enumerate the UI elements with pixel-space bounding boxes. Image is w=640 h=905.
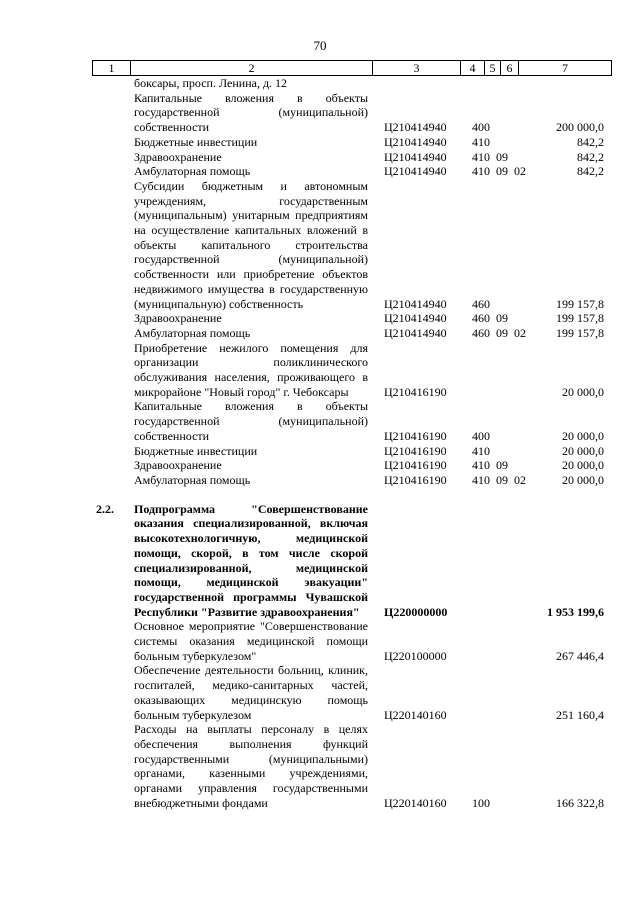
row-name: боксары, просп. Ленина, д. 12 xyxy=(134,76,288,90)
row-code: Ц210416190 xyxy=(384,472,447,487)
header-col-7: 7 xyxy=(562,61,568,75)
row-col5: 09 xyxy=(496,325,508,340)
row-amount: 20 000,0 xyxy=(562,472,604,487)
row-col5: 09 xyxy=(496,472,508,487)
row-name: Бюджетные инвестиции xyxy=(134,134,258,149)
row-name: Здравоохранение xyxy=(134,149,222,164)
row-col4: 460 xyxy=(472,296,490,311)
row-name: Подпрограмма "Совершенствование оказания специализированной, включая высокотехнологичную, медицинской помощи, скорой, в том числе скорой специализированной, медицинской помощи, медицинской эвакуации" государственной программы Чувашской Республики "Развитие здравоохранения" xyxy=(134,501,368,619)
row-code: Ц210414940 xyxy=(384,311,447,326)
row-name: Здравоохранение xyxy=(134,311,222,326)
row-col6: 02 xyxy=(514,164,526,179)
table-row xyxy=(0,399,640,443)
section-gap xyxy=(0,488,640,502)
row-col4: 410 xyxy=(472,472,490,487)
row-amount: 251 160,4 xyxy=(556,707,604,722)
row-amount: 20 000,0 xyxy=(562,428,604,443)
row-name: Бюджетные инвестиции xyxy=(134,443,258,458)
table-row xyxy=(0,444,640,459)
row-amount: 199 157,8 xyxy=(556,311,604,326)
header-col-5: 5 xyxy=(485,61,501,75)
row-amount: 20 000,0 xyxy=(562,384,604,399)
row-amount: 267 446,4 xyxy=(556,648,604,663)
table-row xyxy=(0,91,640,135)
row-name: Субсидии бюджетным и автономным учреждениям, государственным (муниципальным) унитарным предприятиям на осуществление капитальных вложений в объекты капитального строительства государственной (муниципальной) собственности или приобретение объектов недвижимого имущества в государственную (муниципальную) собственность xyxy=(134,178,368,311)
row-name: Расходы на выплаты персоналу в целях обеспечения выполнения функций государственными (муниципальными) органами, казенными учреждениями, органами управления государственными внебюджетными фондами xyxy=(134,722,368,810)
header-col-6: 6 xyxy=(501,61,519,75)
table-row xyxy=(0,458,640,473)
row-code: Ц210416190 xyxy=(384,443,447,458)
row-name: Приобретение нежилого помещения для организации поликлинического обслуживания населения, проживающего в микрорайоне "Новый город" г. Чебоксары xyxy=(134,340,368,399)
page-number: 70 xyxy=(313,38,327,53)
table-row xyxy=(0,150,640,165)
table-row xyxy=(0,311,640,326)
row-amount: 199 157,8 xyxy=(556,325,604,340)
row-col5: 09 xyxy=(496,458,508,473)
row-amount: 200 000,0 xyxy=(556,120,604,135)
row-col5: 09 xyxy=(496,311,508,326)
row-col4: 410 xyxy=(472,134,490,149)
row-col4: 410 xyxy=(472,164,490,179)
row-col4: 460 xyxy=(472,311,490,326)
table-row xyxy=(0,502,640,620)
header-col-2: 2 xyxy=(131,61,373,75)
row-amount: 166 322,8 xyxy=(556,795,604,810)
row-col5: 09 xyxy=(496,164,508,179)
table-row xyxy=(0,663,640,722)
row-name: Амбулаторная помощь xyxy=(134,472,251,487)
row-name: Амбулаторная помощь xyxy=(134,164,251,179)
table-row xyxy=(0,76,640,91)
row-code: Ц220140160 xyxy=(384,795,447,810)
row-code: Ц210414940 xyxy=(384,134,447,149)
row-col4: 400 xyxy=(472,428,490,443)
row-code: Ц220100000 xyxy=(384,648,447,663)
row-code: Ц210416190 xyxy=(384,384,447,399)
row-amount: 842,2 xyxy=(577,164,604,179)
row-col4: 400 xyxy=(472,120,490,135)
row-code: Ц220140160 xyxy=(384,707,447,722)
row-amount: 199 157,8 xyxy=(556,296,604,311)
row-col4: 410 xyxy=(472,443,490,458)
row-col4: 460 xyxy=(472,325,490,340)
row-number: 2.2. xyxy=(96,501,114,516)
table-row xyxy=(0,135,640,150)
row-amount: 20 000,0 xyxy=(562,443,604,458)
row-amount: 842,2 xyxy=(577,149,604,164)
row-col6: 02 xyxy=(514,472,526,487)
table-row xyxy=(0,341,640,400)
row-name: Основное мероприятие "Совершенствование системы оказания медицинской помощи больным туберкулезом" xyxy=(134,619,368,663)
table-body xyxy=(0,76,640,810)
header-col-3: 3 xyxy=(373,61,461,75)
row-code: Ц210416190 xyxy=(384,458,447,473)
row-amount: 20 000,0 xyxy=(562,458,604,473)
table-row xyxy=(0,473,640,488)
table-row xyxy=(0,619,640,663)
row-col4: 100 xyxy=(472,795,490,810)
row-code: Ц210414940 xyxy=(384,149,447,164)
row-col6: 02 xyxy=(514,325,526,340)
table-row xyxy=(0,164,640,179)
row-name: Здравоохранение xyxy=(134,458,222,473)
row-code: Ц210414940 xyxy=(384,164,447,179)
row-col5: 09 xyxy=(496,149,508,164)
table-row xyxy=(0,326,640,341)
row-amount: 842,2 xyxy=(577,134,604,149)
header-col-1: 1 xyxy=(93,61,131,75)
row-col4: 410 xyxy=(472,458,490,473)
table-header xyxy=(92,60,612,76)
row-name: Амбулаторная помощь xyxy=(134,325,251,340)
table-row xyxy=(0,179,640,311)
row-code: Ц220000000 xyxy=(384,604,448,619)
row-code: Ц210414940 xyxy=(384,325,447,340)
row-code: Ц210416190 xyxy=(384,428,447,443)
row-name: Капитальные вложения в объекты государственной (муниципальной) собственности xyxy=(134,399,368,443)
row-code: Ц210414940 xyxy=(384,296,447,311)
header-col-4: 4 xyxy=(461,61,485,75)
row-amount: 1 953 199,6 xyxy=(547,604,604,619)
row-col4: 410 xyxy=(472,149,490,164)
table-row xyxy=(0,722,640,810)
row-name: Капитальные вложения в объекты государственной (муниципальной) собственности xyxy=(134,90,368,135)
row-name: Обеспечение деятельности больниц, клиник, госпиталей, медико-санитарных частей, оказывающих медицинскую помощь больным туберкулезом xyxy=(134,663,368,722)
row-code: Ц210414940 xyxy=(384,120,447,135)
